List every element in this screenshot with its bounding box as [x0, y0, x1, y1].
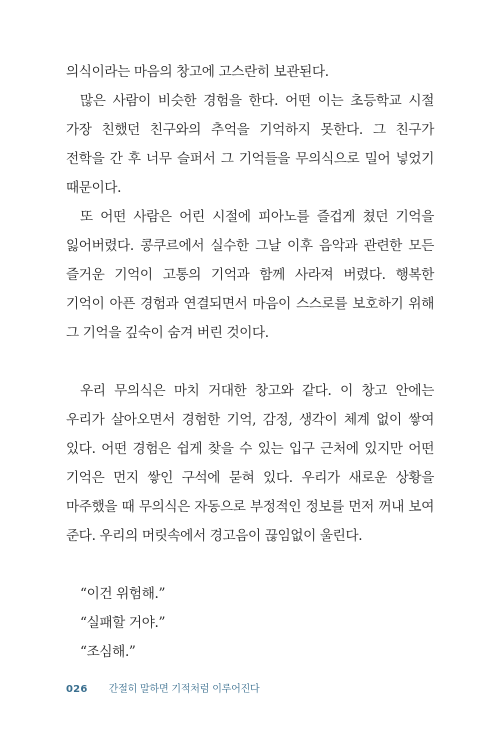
- quote-3: “조심해.”: [80, 644, 136, 660]
- quote-2: “실패할 거야.”: [80, 615, 166, 631]
- page-number: 026: [66, 684, 88, 695]
- page-footer: [66, 680, 260, 695]
- quote-list: [66, 580, 434, 667]
- paragraph-2: 많은 사람이 비슷한 경험을 한다. 어떤 이는 초등학교 시절 가장 친했던 친구와의 추억을 기억하지 못한다. 그 친구가 전학을 간 후 너무 슬퍼서 그 기억들을 무의식으로 밀어 넣었기 때문이다.: [66, 93, 434, 196]
- page-body: [66, 58, 434, 667]
- quote-1: “이건 위험해.”: [80, 586, 166, 602]
- paragraph-1: 의식이라는 마음의 창고에 고스란히 보관된다.: [66, 64, 329, 80]
- book-title: 간절히 말하면 기적처럼 이루어진다: [108, 684, 260, 695]
- paragraph-3: 또 어떤 사람은 어린 시절에 피아노를 즐겁게 쳤던 기억을 잃어버렸다. 콩쿠르에서 실수한 그날 이후 음악과 관련한 모든 즐거운 기억이 고통의 기억과 함께 사라져 버렸다. 행복한 기억이 아픈 경험과 연결되면서 마음이 스스로를 보호하기 위해 그 기억을 깊숙이 숨겨 버린 것이다.: [66, 209, 434, 341]
- paragraph-4: 우리 무의식은 마치 거대한 창고와 같다. 이 창고 안에는 우리가 살아오면서 경험한 기억, 감정, 생각이 체계 없이 쌓여 있다. 어떤 경험은 쉽게 찾을 수 있는 입구 근처에 있지만 어떤 기억은 먼지 쌓인 구석에 묻혀 있다. 우리가 새로운 상황을 마주했을 때 무의식은 자동으로 부정적인 정보를 먼저 꺼내 보여 준다. 우리의 머릿속에서 경고음이 끊임없이 울린다.: [66, 383, 434, 544]
